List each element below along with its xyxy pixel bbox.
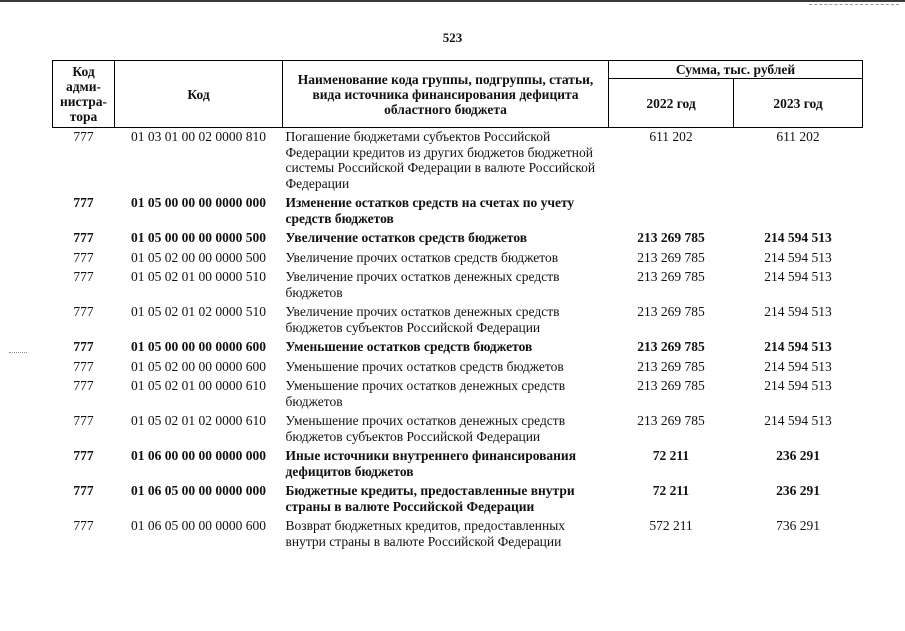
cell-2023: 214 594 513 [764, 269, 832, 284]
cell-2022 [609, 194, 734, 229]
cell-code: 01 06 05 00 00 0000 000 [131, 483, 266, 498]
cell-name: Уменьшение прочих остатков средств бюджетов [285, 358, 564, 374]
cell-2022: 213 269 785 [637, 339, 705, 354]
table-header [53, 61, 863, 128]
scan-margin-mark [9, 352, 27, 353]
table-row [53, 412, 863, 447]
cell-name: Увеличение прочих остатков денежных средств бюджетов [285, 269, 560, 300]
cell-2022: 213 269 785 [637, 358, 705, 374]
cell-admin-code: 777 [73, 339, 94, 354]
table-row [53, 249, 863, 269]
scan-top-edge [0, 0, 905, 2]
cell-code: 01 05 02 01 02 0000 510 [131, 304, 266, 319]
cell-code: 01 03 01 00 02 0000 810 [131, 129, 266, 144]
cell-2022: 72 211 [652, 483, 690, 498]
cell-admin-code: 777 [73, 195, 94, 210]
cell-name: Уменьшение прочих остатков денежных средств бюджетов [285, 378, 566, 409]
cell-code: 01 05 00 00 00 0000 500 [131, 230, 266, 245]
header-admin-code: Код адми-нистра-тора [53, 61, 115, 128]
table-row [53, 303, 863, 338]
cell-2023: 214 594 513 [764, 413, 832, 428]
cell-code: 01 05 02 01 00 0000 610 [131, 378, 266, 393]
header-row [53, 61, 863, 79]
cell-admin-code: 777 [73, 378, 94, 393]
cell-name: Погашение бюджетами субъектов Российской Федерации кредитов из других бюджетов бюджетной системы Российской Федерации в валюте Российской Федерации [285, 129, 596, 191]
cell-name: Бюджетные кредиты, предоставленные внутри страны в валюте Российской Федерации [285, 483, 575, 514]
cell-2023: 236 291 [776, 483, 820, 498]
table-row [53, 447, 863, 482]
cell-name: Возврат бюджетных кредитов, предоставленных внутри страны в валюте Российской Федерации [285, 518, 566, 549]
cell-2023: 214 594 513 [764, 358, 832, 374]
cell-code: 01 05 02 01 00 0000 510 [131, 269, 266, 284]
table-row [53, 517, 863, 552]
cell-code: 01 06 05 00 00 0000 600 [131, 518, 266, 533]
sources-table [52, 60, 863, 552]
cell-2022: 213 269 785 [637, 249, 705, 265]
cell-2023: 736 291 [776, 518, 820, 533]
header-name: Наименование кода группы, подгруппы, статьи, вида источника финансирования дефицита областного бюджета [283, 61, 609, 128]
cell-2023: 611 202 [776, 129, 820, 144]
cell-name: Увеличение прочих остатков денежных средств бюджетов субъектов Российской Федерации [285, 304, 560, 335]
cell-admin-code: 777 [73, 249, 94, 265]
header-code: Код [115, 61, 283, 128]
table-body [53, 128, 863, 553]
table-row [53, 268, 863, 303]
cell-admin-code: 777 [73, 448, 94, 463]
cell-2023: 214 594 513 [764, 249, 832, 265]
cell-code: 01 05 02 00 00 0000 500 [131, 249, 266, 265]
header-year-2023: 2023 год [734, 79, 863, 128]
table-row [53, 377, 863, 412]
cell-code: 01 06 00 00 00 0000 000 [131, 448, 266, 463]
cell-2022: 213 269 785 [637, 378, 705, 393]
table-row [53, 338, 863, 358]
cell-admin-code: 777 [73, 230, 94, 245]
table-row [53, 128, 863, 195]
cell-2023: 214 594 513 [764, 378, 832, 393]
cell-admin-code: 777 [73, 304, 94, 319]
cell-admin-code: 777 [73, 518, 94, 533]
table-row [53, 194, 863, 229]
cell-2022: 213 269 785 [637, 304, 705, 319]
cell-2022: 213 269 785 [637, 413, 705, 428]
cell-code: 01 05 02 01 02 0000 610 [131, 413, 266, 428]
cell-2022: 611 202 [649, 129, 693, 144]
cell-2022: 72 211 [652, 448, 690, 463]
cell-2022: 213 269 785 [637, 269, 705, 284]
cell-admin-code: 777 [73, 358, 94, 374]
header-year-2022: 2022 год [609, 79, 734, 128]
cell-2023: 214 594 513 [764, 230, 832, 245]
table-row [53, 358, 863, 378]
header-sum-group: Сумма, тыс. рублей [609, 61, 863, 79]
cell-name: Увеличение прочих остатков средств бюджетов [285, 249, 559, 265]
cell-admin-code: 777 [73, 129, 94, 144]
cell-code: 01 05 02 00 00 0000 600 [131, 358, 266, 374]
cell-2023: 236 291 [776, 448, 820, 463]
cell-code: 01 05 00 00 00 0000 600 [131, 339, 266, 354]
cell-admin-code: 777 [73, 483, 94, 498]
cell-name: Уменьшение прочих остатков денежных средств бюджетов субъектов Российской Федерации [285, 413, 566, 444]
cell-name: Увеличение остатков средств бюджетов [285, 230, 528, 245]
cell-admin-code: 777 [73, 413, 94, 428]
cell-name: Уменьшение остатков средств бюджетов [285, 339, 533, 354]
table-row [53, 482, 863, 517]
table-row [53, 229, 863, 249]
cell-admin-code: 777 [73, 269, 94, 284]
scan-dashed-mark [809, 4, 899, 5]
cell-2023 [734, 194, 863, 229]
cell-2022: 213 269 785 [637, 230, 705, 245]
cell-code: 01 05 00 00 00 0000 000 [131, 195, 266, 210]
cell-2023: 214 594 513 [764, 339, 832, 354]
page-number: 523 [442, 30, 463, 45]
cell-name: Иные источники внутреннего финансирования дефицитов бюджетов [285, 448, 577, 479]
cell-2023: 214 594 513 [764, 304, 832, 319]
cell-2022: 572 211 [649, 518, 693, 533]
cell-name: Изменение остатков средств на счетах по учету средств бюджетов [285, 195, 575, 226]
